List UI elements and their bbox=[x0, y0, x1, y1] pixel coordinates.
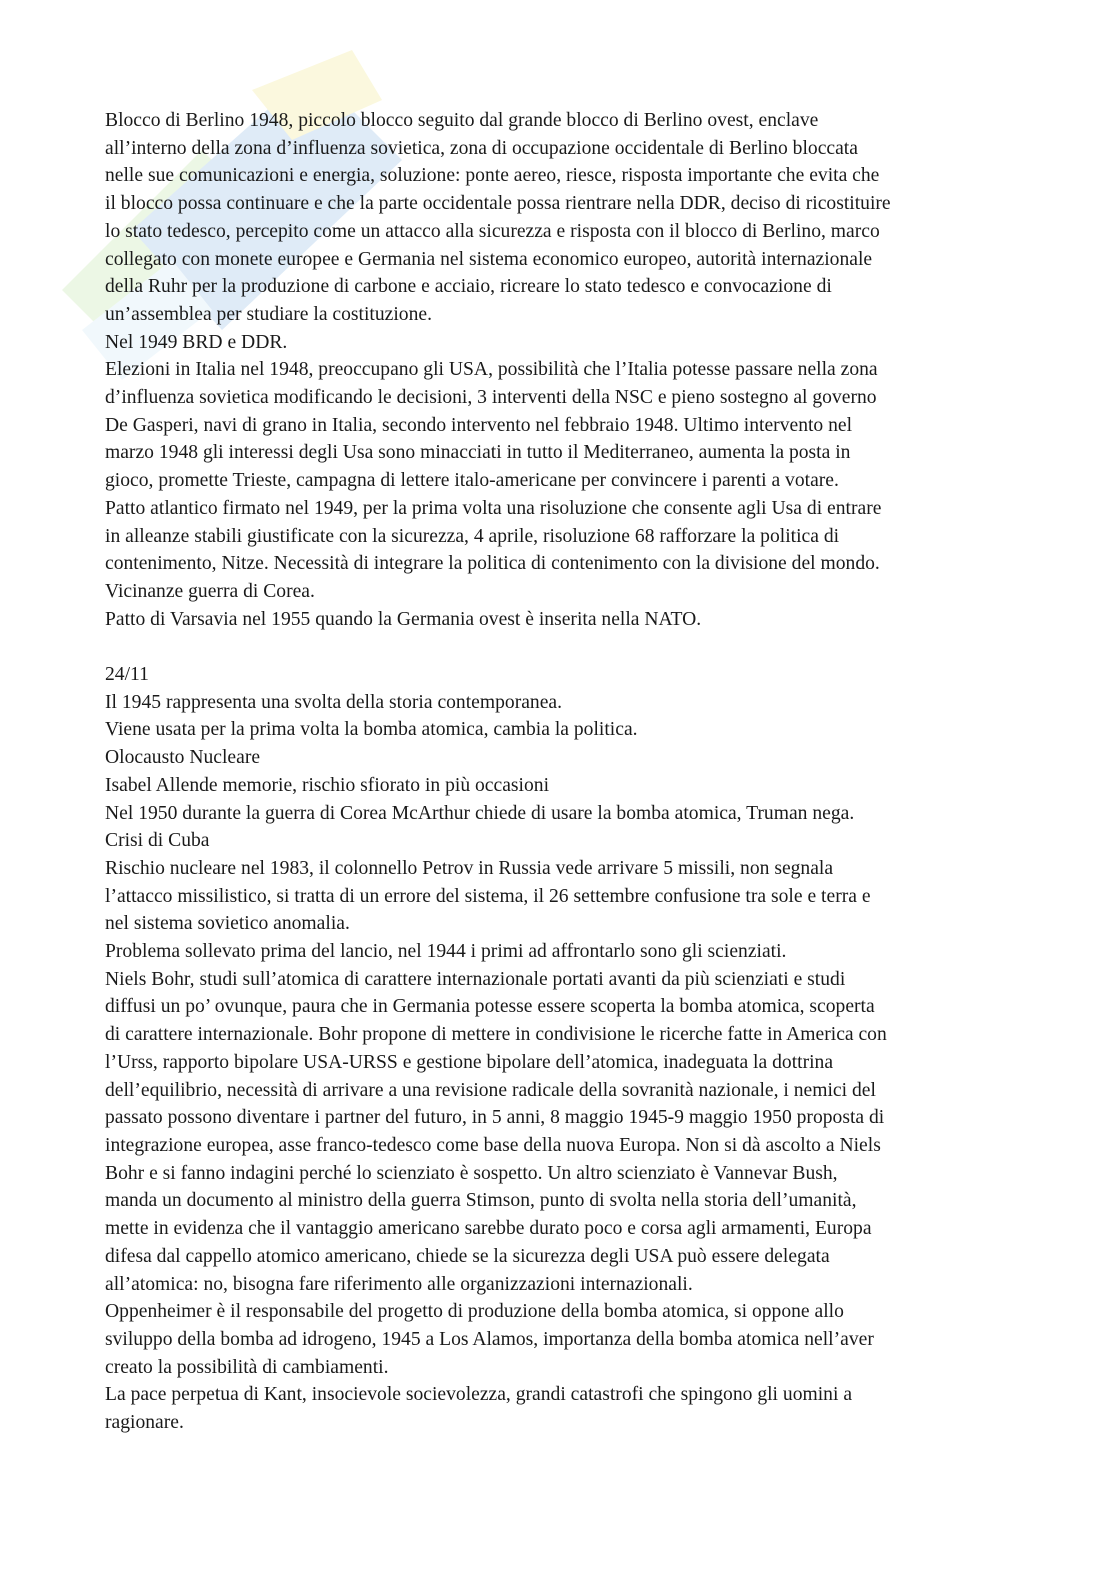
text-line: sviluppo della bomba ad idrogeno, 1945 a Los Alamos, importanza della bomba atomica nell’aver bbox=[105, 1328, 874, 1350]
text-line: Blocco di Berlino 1948, piccolo blocco seguito dal grande blocco di Berlino ovest, enclave bbox=[105, 110, 819, 131]
text-line: Niels Bohr, studi sull’atomica di carattere internazionale portati avanti da più scienziati e studi bbox=[105, 968, 846, 990]
text-line: gioco, promette Trieste, campagna di lettere italo-americane per convincere i parenti a votare. bbox=[105, 470, 839, 492]
text-line: mette in evidenza che il vantaggio americano sarebbe durato poco e corsa agli armamenti, Europa bbox=[105, 1218, 872, 1240]
text-line: Crisi di Cuba bbox=[105, 830, 210, 852]
text-line: dell’equilibrio, necessità di arrivare a una revisione radicale della sovranità nazionale, i nemici del bbox=[105, 1079, 876, 1101]
text-line: difesa dal cappello atomico americano, chiede se la sicurezza degli USA può essere delegata bbox=[105, 1245, 830, 1267]
section-berlin bbox=[105, 107, 1020, 633]
text-line: collegato con monete europee e Germania nel sistema economico europeo, autorità internazionale bbox=[105, 248, 873, 270]
text-line: nel sistema sovietico anomalia. bbox=[105, 913, 350, 935]
section-date: 24/11 bbox=[105, 664, 149, 686]
text-line: Viene usata per la prima volta la bomba atomica, cambia la politica. bbox=[105, 719, 638, 741]
text-line: della Ruhr per la produzione di carbone e acciaio, ricreare lo stato tedesco e convocazione di bbox=[105, 276, 832, 298]
text-line: integrazione europea, asse franco-tedesco come base della nuova Europa. Non si dà ascolto a Niels bbox=[105, 1135, 881, 1156]
text-line: Isabel Allende memorie, rischio sfiorato in più occasioni bbox=[105, 774, 550, 796]
text-line: passato possono diventare i partner del futuro, in 5 anni, 8 maggio 1945-9 maggio 1950 proposta di bbox=[105, 1107, 885, 1129]
text-line: ragionare. bbox=[105, 1412, 184, 1434]
text-line: all’interno della zona d’influenza sovietica, zona di occupazione occidentale di Berlino bloccata bbox=[105, 137, 858, 159]
section-nuclear bbox=[105, 689, 1020, 1437]
blank-line bbox=[105, 633, 1020, 661]
text-line: manda un documento al ministro della guerra Stimson, punto di svolta nella storia dell’umanità, bbox=[105, 1190, 857, 1212]
text-line: Bohr e si fanno indagini perché lo scienziato è sospetto. Un altro scienziato è Vannevar Bush, bbox=[105, 1162, 838, 1184]
text-line: La pace perpetua di Kant, insocievole socievolezza, grandi catastrofi che spingono gli uomini a bbox=[105, 1384, 853, 1406]
text-line: Il 1945 rappresenta una svolta della storia contemporanea. bbox=[105, 691, 563, 713]
text-line: Nel 1949 BRD e DDR. bbox=[105, 331, 288, 353]
text-line: nelle sue comunicazioni e energia, soluzione: ponte aereo, riesce, risposta importante che evita che bbox=[105, 165, 880, 187]
text-line: creato la possibilità di cambiamenti. bbox=[105, 1356, 389, 1378]
text-line: Patto di Varsavia nel 1955 quando la Germania ovest è inserita nella NATO. bbox=[105, 608, 702, 630]
text-line: Rischio nucleare nel 1983, il colonnello Petrov in Russia vede arrivare 5 missili, non segnala bbox=[105, 857, 834, 879]
text-line: Elezioni in Italia nel 1948, preoccupano gli USA, possibilità che l’Italia potesse passare nella zona bbox=[105, 359, 878, 381]
text-line: contenimento, Nitze. Necessità di integrare la politica di contenimento con la divisione del mondo. bbox=[105, 553, 880, 575]
text-line: il blocco possa continuare e che la parte occidentale possa rientrare nella DDR, deciso di ricostituire bbox=[105, 193, 891, 215]
text-line: l’attacco missilistico, si tratta di un errore del sistema, il 26 settembre confusione tra sole e terra e bbox=[105, 885, 871, 907]
text-line: Problema sollevato prima del lancio, nel 1944 i primi ad affrontarlo sono gli scienziati. bbox=[105, 941, 787, 963]
text-line: d’influenza sovietica modificando le decisioni, 3 interventi della NSC e pieno sostegno al governo bbox=[105, 387, 877, 409]
text-line: Patto atlantico firmato nel 1949, per la prima volta una risoluzione che consente agli Usa di entrare bbox=[105, 497, 882, 519]
text-line: lo stato tedesco, percepito come un attacco alla sicurezza e risposta con il blocco di Berlino, marco bbox=[105, 220, 880, 242]
document-body bbox=[105, 107, 1020, 1437]
text-line: un’assemblea per studiare la costituzione. bbox=[105, 303, 432, 325]
text-line: all’atomica: no, bisogna fare riferimento alle organizzazioni internazionali. bbox=[105, 1273, 693, 1295]
text-line: di carattere internazionale. Bohr propone di mettere in condivisione le ricerche fatte in America con bbox=[105, 1024, 887, 1046]
text-line: Olocausto Nucleare bbox=[105, 747, 261, 769]
text-line: l’Urss, rapporto bipolare USA-URSS e gestione bipolare dell’atomica, inadeguata la dottrina bbox=[105, 1051, 834, 1073]
text-line: Vicinanze guerra di Corea. bbox=[105, 580, 315, 602]
text-line: Nel 1950 durante la guerra di Corea McArthur chiede di usare la bomba atomica, Truman nega. bbox=[105, 802, 855, 824]
text-line: De Gasperi, navi di grano in Italia, secondo intervento nel febbraio 1948. Ultimo intervento nel bbox=[105, 414, 853, 436]
text-line: marzo 1948 gli interessi degli Usa sono minacciati in tutto il Mediterraneo, aumenta la posta in bbox=[105, 442, 851, 464]
text-line: in alleanze stabili giustificate con la sicurezza, 4 aprile, risoluzione 68 rafforzare la politica di bbox=[105, 525, 840, 547]
text-line: diffusi un po’ ovunque, paura che in Germania potesse essere scoperta la bomba atomica, scoperta bbox=[105, 996, 875, 1018]
text-line: Oppenheimer è il responsabile del progetto di produzione della bomba atomica, si oppone allo bbox=[105, 1301, 844, 1323]
